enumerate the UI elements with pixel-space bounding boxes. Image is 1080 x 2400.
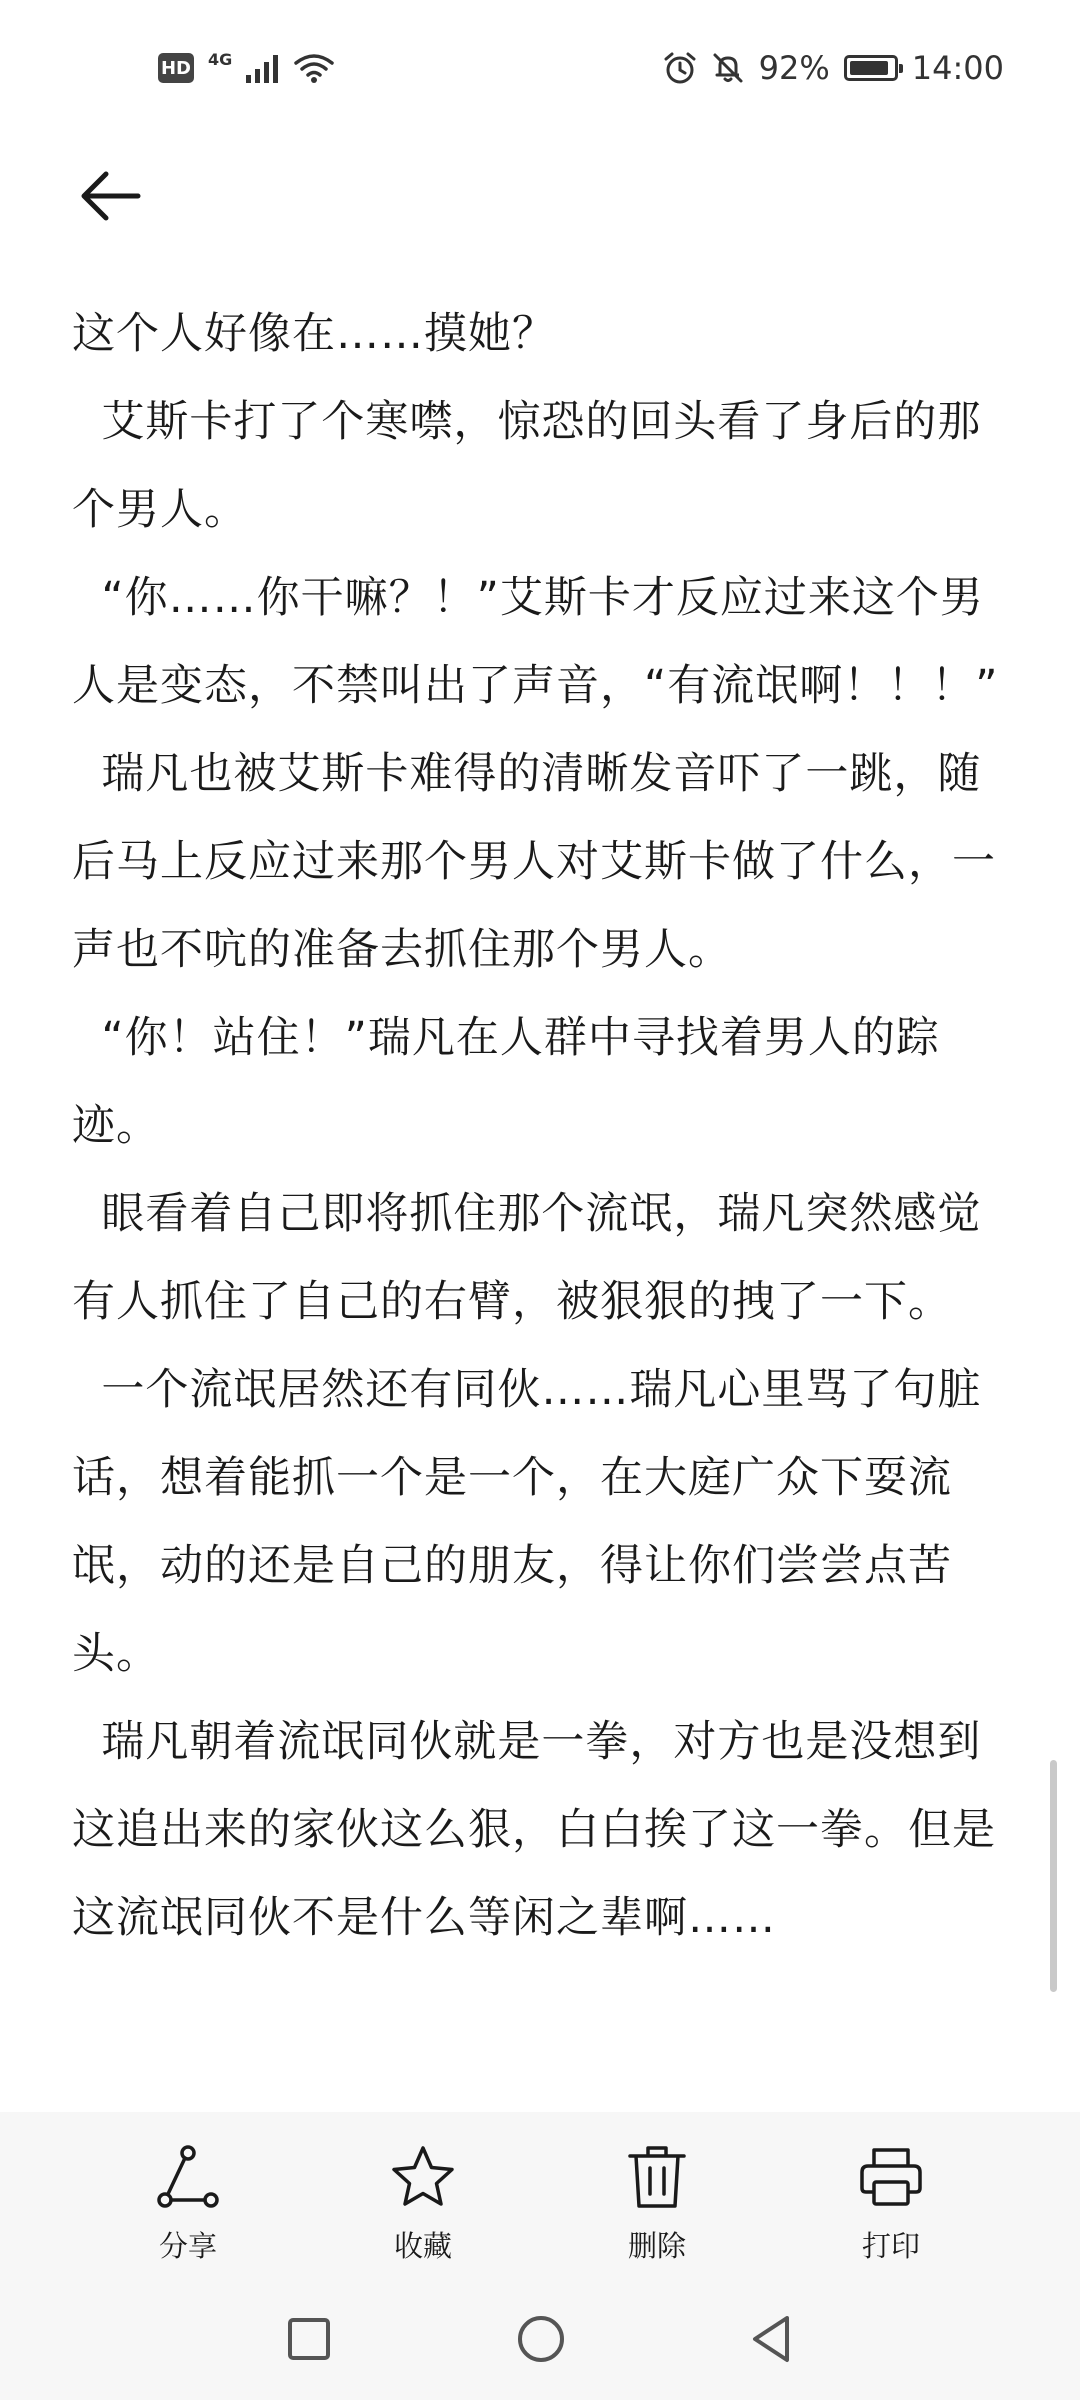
paragraph: 瑞凡朝着流氓同伙就是一拳，对方也是没想到这追出来的家伙这么狠，白白挨了这一拳。但是这流氓同伙不是什么等闲之辈啊…… bbox=[72, 1717, 996, 1943]
triangle-back-icon bbox=[747, 2313, 795, 2365]
star-icon bbox=[388, 2142, 458, 2212]
alarm-clock-icon bbox=[663, 51, 697, 85]
delete-label: 删除 bbox=[627, 2229, 686, 2263]
clock-time: 14:00 bbox=[911, 49, 1004, 87]
system-nav-bar bbox=[0, 2280, 1080, 2400]
scrollbar-thumb[interactable] bbox=[1050, 1760, 1057, 1992]
hd-badge: HD bbox=[158, 53, 194, 83]
square-icon bbox=[286, 2316, 332, 2362]
system-back-button[interactable] bbox=[736, 2304, 806, 2374]
paragraph: 艾斯卡打了个寒噤，惊恐的回头看了身后的那个男人。 bbox=[72, 397, 982, 535]
status-right bbox=[663, 49, 1004, 87]
battery-percent: 92% bbox=[758, 49, 830, 87]
paragraph: 一个流氓居然还有同伙……瑞凡心里骂了句脏话，想着能抓一个是一个，在大庭广众下耍流氓，动的还是自己的朋友，得让你们尝尝点苦头。 bbox=[72, 1365, 982, 1679]
bottom-toolbar bbox=[0, 2112, 1080, 2280]
note-content[interactable] bbox=[72, 290, 1012, 2108]
battery-icon bbox=[844, 55, 898, 81]
print-button[interactable] bbox=[811, 2112, 971, 2280]
signal-icon bbox=[246, 53, 280, 83]
paragraph: “你……你干嘛？！”艾斯卡才反应过来这个男人是变态，不禁叫出了声音，“有流氓啊！！！” bbox=[72, 573, 999, 711]
print-label: 打印 bbox=[861, 2229, 920, 2263]
favorite-button[interactable] bbox=[343, 2112, 503, 2280]
status-left bbox=[158, 52, 334, 84]
bell-off-icon bbox=[711, 51, 745, 85]
paragraph: 瑞凡也被艾斯卡难得的清晰发音吓了一跳，随后马上反应过来那个男人对艾斯卡做了什么，一声也不吭的准备去抓住那个男人。 bbox=[72, 749, 996, 975]
back-button[interactable] bbox=[66, 152, 154, 240]
home-button[interactable] bbox=[506, 2304, 576, 2374]
status-bar bbox=[0, 0, 1080, 136]
paragraph: 这个人好像在……摸她？ bbox=[72, 309, 556, 359]
wifi-icon bbox=[294, 52, 334, 84]
circle-icon bbox=[515, 2313, 567, 2365]
delete-button[interactable] bbox=[577, 2112, 737, 2280]
arrow-left-icon bbox=[78, 164, 142, 228]
share-button[interactable] bbox=[108, 2112, 268, 2280]
paragraph: “你！站住！”瑞凡在人群中寻找着男人的踪迹。 bbox=[72, 1013, 940, 1151]
share-icon bbox=[153, 2142, 223, 2212]
recent-apps-button[interactable] bbox=[274, 2304, 344, 2374]
paragraph: 眼看着自己即将抓住那个流氓，瑞凡突然感觉有人抓住了自己的右臂，被狠狠的拽了一下。 bbox=[72, 1189, 982, 1327]
favorite-label: 收藏 bbox=[393, 2229, 452, 2263]
network-type: 4G bbox=[208, 50, 233, 69]
battery-level-fill bbox=[850, 61, 888, 75]
printer-icon bbox=[856, 2142, 926, 2212]
trash-icon bbox=[622, 2142, 692, 2212]
share-label: 分享 bbox=[158, 2229, 217, 2263]
